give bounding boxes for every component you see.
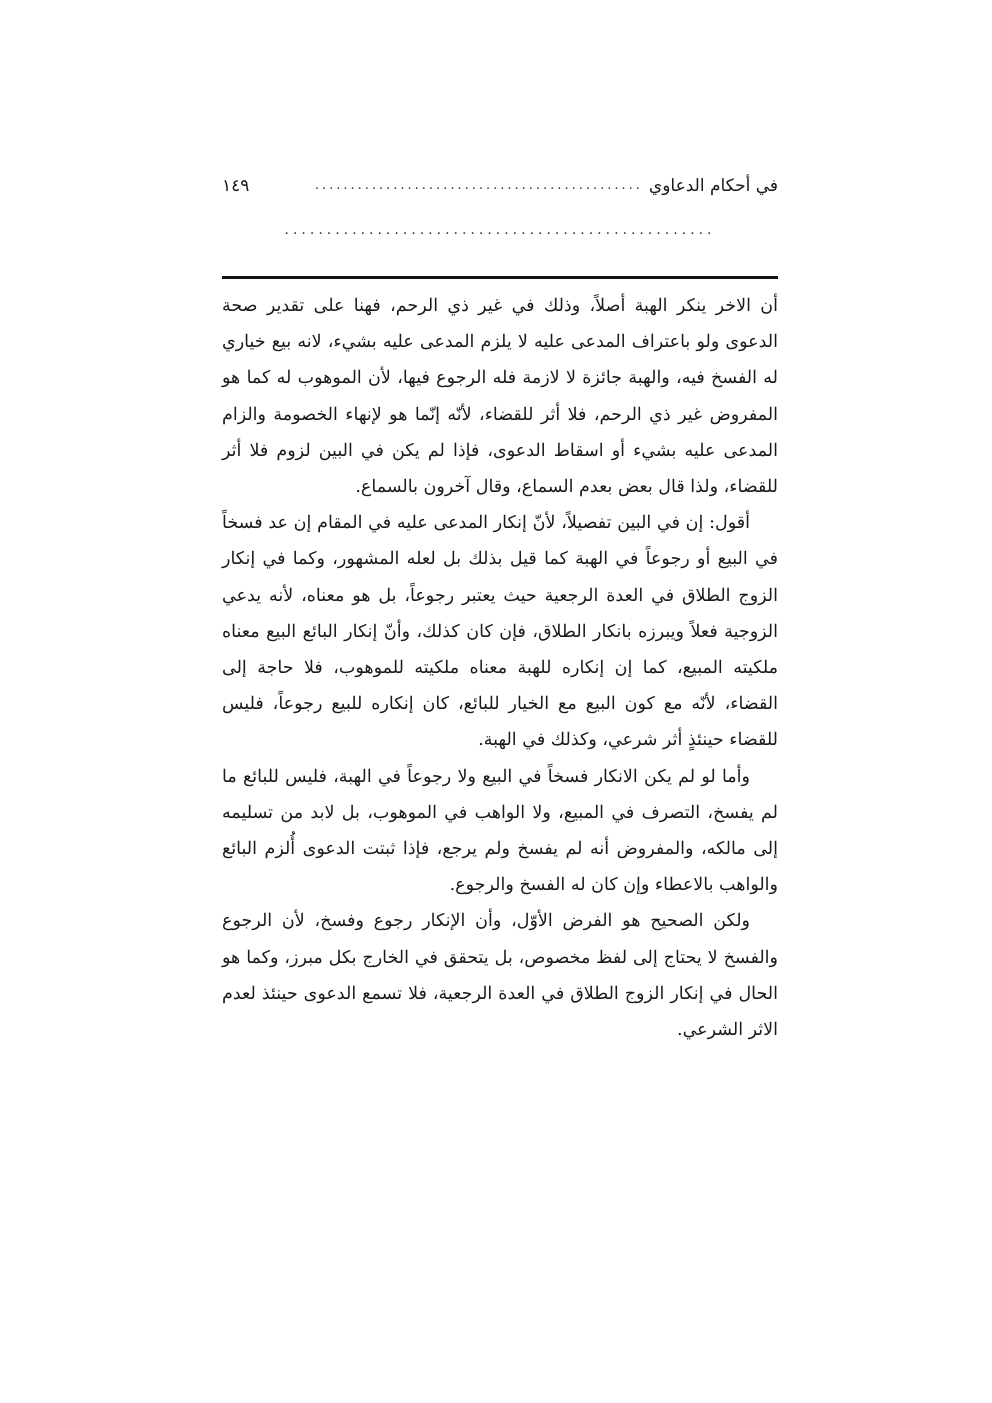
running-header [222,172,778,200]
paragraph-3: وأما لو لم يكن الانكار فسخاً في البيع ولا رجوعاً في الهبة، فليس للبائع ما لم يفسخ، التصرف في المبيع، ولا الواهب في الموهوب، بل لابد من تسليمه إلى مالكه، والمفروض أنه لم يفسخ ولم يرجع، فإذا ثبتت الدعوى أُلزم البائع والواهب بالاعطاء وإن كان له الفسخ والرجوع. [222,766,778,896]
paragraph-4: ولكن الصحيح هو الفرض الأوّل، وأن الإنكار رجوع وفسخ، لأن الرجوع والفسخ لا يحتاج إلى لفظ مخصوص، بل يتحقق في الخارج بكل مبرز، وكما هو الحال في إنكار الزوج الطلاق في العدة الرجعية، فلا تسمع الدعوى حينئذ لعدم الاثر الشرعي. [222,911,778,1041]
horizontal-rule [222,276,778,279]
paragraph-1: أن الاخر ينكر الهبة أصلاً، وذلك في غير ذي الرحم، فهنا على تقدير صحة الدعوى ولو باعتراف المدعى عليه لا يلزم المدعى عليه بشيء، لانه بيع خياري له الفسخ فيه، والهبة جائزة لا لازمة فله الرجوع فيها، لأن الموهوب له كما هو المفروض غير ذي الرحم، فلا أثر للقضاء، لأنّه إنّما هو لإنهاء الخصومة والزام المدعى عليه بشيء أو اسقاط الدعوى، فإذا لم يكن في البين لزوم فلا أثر للقضاء، ولذا قال بعض بعدم السماع، وقال آخرون بالسماع. [222,296,778,498]
dotted-separator: ................................................... [284,222,716,238]
header-leader-dots: .............................................. [314,178,643,193]
page-number: ١٤٩ [222,176,250,196]
header-title: في أحكام الدعاوي [648,176,778,196]
body-text [222,288,778,1048]
paragraph-2: أقول: إن في البين تفصيلاً، لأنّ إنكار المدعى عليه في المقام إن عد فسخاً في البيع أو رجوعاً في الهبة كما قيل بذلك بل لعله المشهور، وكما في إنكار الزوج الطلاق في العدة الرجعية حيث يعتبر رجوعاً، بل هو معناه، لأنه يدعي الزوجية فعلاً ويبرزه بانكار الطلاق، فإن كان كذلك، وأنّ إنكار البائع البيع معناه ملكيته المبيع، كما إن إنكاره للهبة معناه ملكيته للموهوب، فلا حاجة إلى القضاء، لأنّه مع كون البيع مع الخيار للبائع، كان إنكاره للبيع رجوعاً، فليس للقضاء حينئذٍ أثر شرعي، وكذلك في الهبة. [222,513,778,751]
